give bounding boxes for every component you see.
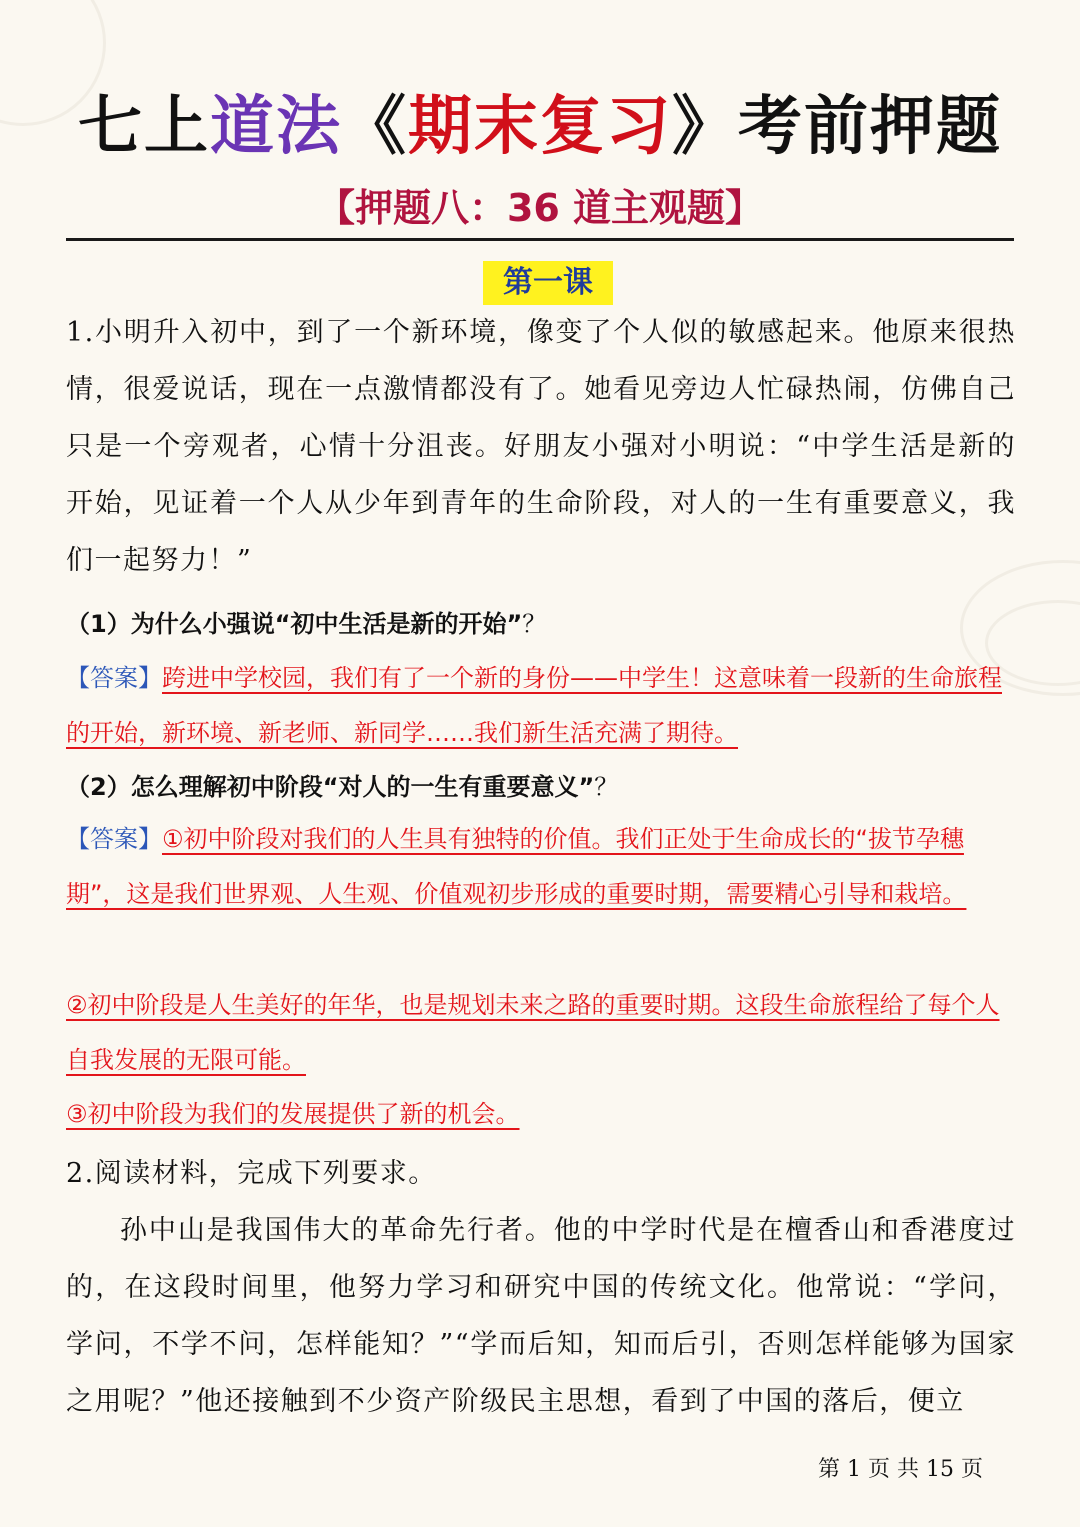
title-divider bbox=[66, 238, 1014, 241]
sub-question-mark: ？ bbox=[522, 610, 547, 638]
sub-question-mark: ？ bbox=[594, 773, 619, 801]
title-part: 》考前押题 bbox=[672, 90, 1002, 164]
answer-1-1 bbox=[66, 651, 1016, 760]
question-2-material: 孙中山是我国伟大的革命先行者。他的中学时代是在檀香山和香港度过的，在这段时间里，他努力学习和研究中国的传统文化。他常说：“学问，学问，不学不问，怎样能知？”“学而后知，知而后引，否则怎样能够为国家之用呢？”他还接触到不少资产阶级民主思想，看到了中国的落后，便立 bbox=[66, 1215, 1016, 1417]
answer-text: 跨进中学校园，我们有了一个新的身份——中学生！这意味着一段新的生命旅程的开始，新环境、新老师、新同学……我们新生活充满了期待。 bbox=[66, 664, 1002, 747]
question-1-sub-2 bbox=[66, 767, 1016, 807]
answer-1-2 bbox=[66, 812, 1016, 921]
question-1-sub-1 bbox=[66, 604, 1016, 644]
question-2-intro: 2.阅读材料，完成下列要求。 bbox=[66, 1158, 437, 1189]
answer-point-2: ②初中阶段是人生美好的年华，也是规划未来之路的重要时期。这段生命旅程给了每个人自我发展的无限可能。 bbox=[66, 991, 1000, 1074]
answer-point-1: ①初中阶段对我们的人生具有独特的价值。我们正处于生命成长的“拔节孕穗期”，这是我们世界观、人生观、价值观初步形成的重要时期，需要精心引导和栽培。 bbox=[66, 825, 967, 908]
title-part: 期末复习 bbox=[408, 90, 672, 164]
title-part: 《 bbox=[342, 90, 408, 164]
lesson-label: 第一课 bbox=[483, 261, 613, 305]
title-part: 七上 bbox=[78, 90, 210, 164]
page-number: 第 1 页 共 15 页 bbox=[818, 1457, 983, 1482]
answer-tag: 【答案】 bbox=[66, 664, 162, 692]
answer-tag: 【答案】 bbox=[66, 825, 162, 853]
answer-point-3: ③初中阶段为我们的发展提供了新的机会。 bbox=[66, 1100, 520, 1128]
sub-question-text: （2）怎么理解初中阶段“对人的一生有重要意义” bbox=[66, 773, 595, 801]
sub-question-text: （1）为什么小强说“初中生活是新的开始” bbox=[66, 610, 523, 638]
question-1-text: 1.小明升入初中，到了一个新环境，像变了个人似的敏感起来。他原来很热情，很爱说话，现在一点激情都没有了。她看见旁边人忙碌热闹，仿佛自己只是一个旁观者，心情十分沮丧。好朋友小强对小明说：“中学生活是新的开始，见证着一个人从少年到青年的生命阶段，对人的一生有重要意义，我们一起努力！” bbox=[66, 317, 1016, 576]
title-part: 道法 bbox=[210, 90, 342, 164]
page-title bbox=[0, 82, 1080, 172]
answer-1-2-point-3 bbox=[66, 1087, 1016, 1142]
page-subtitle: 【押题八：36 道主观题】 bbox=[316, 186, 764, 230]
answer-1-2-point-2 bbox=[66, 978, 1016, 1087]
